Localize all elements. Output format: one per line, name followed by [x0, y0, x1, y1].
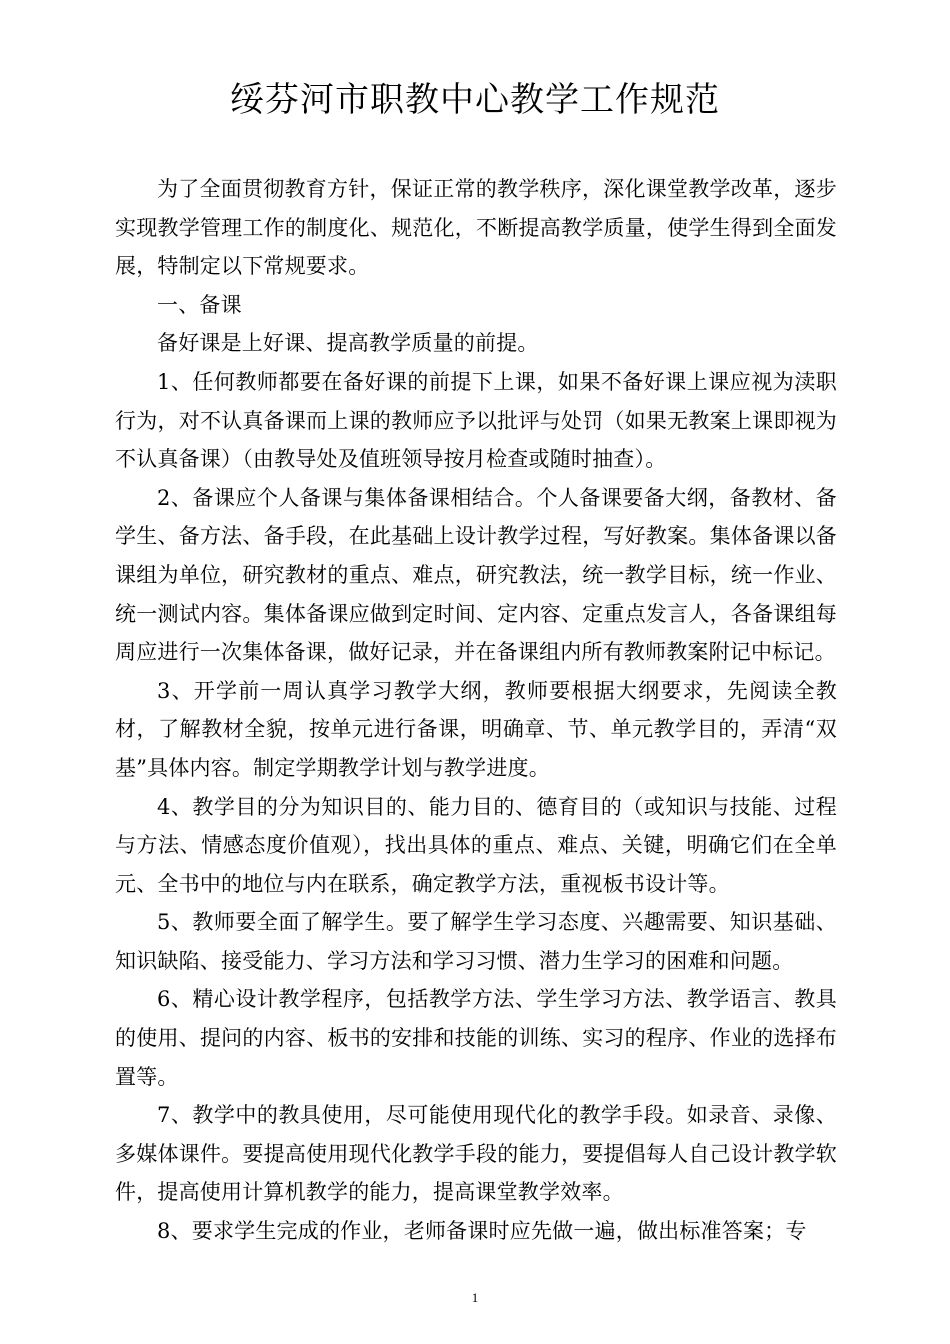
paragraph-item-7: 7、教学中的教具使用，尽可能使用现代化的教学手段。如录音、录像、多媒体课件。要提高使用现代化教学手段的能力，要提倡每人自己设计教学软件，提高使用计算机教学的能力，提高课堂教学效率。: [115, 1103, 837, 1205]
page-number: 1: [471, 1290, 479, 1305]
paragraph-intro: 为了全面贯彻教育方针，保证正常的教学秩序，深化课堂教学改革，逐步实现教学管理工作的制度化、规范化，不断提高教学质量，使学生得到全面发展，特制定以下常规要求。: [115, 177, 837, 279]
paragraph-item-8: 8、要求学生完成的作业，老师备课时应先做一遍，做出标准答案；专: [157, 1219, 807, 1244]
paragraph-item-4: 4、教学目的分为知识目的、能力目的、德育目的（或知识与技能、过程与方法、情感态度价值观），找出具体的重点、难点、关键，明确它们在全单元、全书中的地位与内在联系，确定教学方法，重视板书设计等。: [115, 794, 837, 896]
paragraph-item-1: 1、任何教师都要在备好课的前提下上课，如果不备好课上课应视为渎职行为，对不认真备课而上课的教师应予以批评与处罚（如果无教案上课即视为不认真备课）（由教导处及值班领导按月检查或随时抽查）。: [115, 369, 837, 472]
paragraph-item-6: 6、精心设计教学程序，包括教学方法、学生学习方法、教学语言、教具的使用、提问的内容、板书的安排和技能的训练、实习的程序、作业的选择布置等。: [115, 987, 837, 1089]
paragraph-item-5: 5、教师要全面了解学生。要了解学生学习态度、兴趣需要、知识基础、知识缺陷、接受能力、学习方法和学习习惯、潜力生学习的困难和问题。: [115, 910, 837, 973]
document-title: 绥芬河市职教中心教学工作规范: [230, 80, 720, 120]
paragraph-item-3: 3、开学前一周认真学习教学大纲，教师要根据大纲要求，先阅读全教材，了解教材全貌，按单元进行备课，明确章、节、单元教学目的，弄清“双基”具体内容。制定学期教学计划与教学进度。: [115, 678, 837, 780]
section-heading-lesson-prep: 一、备课: [157, 292, 242, 317]
paragraph-item-2: 2、备课应个人备课与集体备课相结合。个人备课要备大纲，备教材、备学生、备方法、备手段，在此基础上设计教学过程，写好教案。集体备课以备课组为单位，研究教材的重点、难点，研究教法，统一教学目标，统一作业、统一测试内容。集体备课应做到定时间、定内容、定重点发言人，各备课组每周应进行一次集体备课，做好记录，并在备课组内所有教师教案附记中标记。: [115, 485, 837, 665]
paragraph-prep-premise: 备好课是上好课、提高教学质量的前提。: [157, 331, 539, 356]
document-body: [115, 170, 837, 1251]
